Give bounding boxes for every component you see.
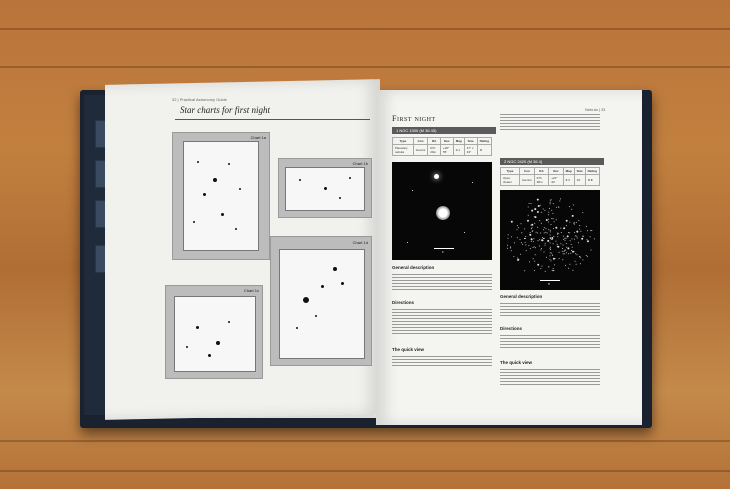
cluster-star: [537, 227, 538, 228]
cluster-star: [542, 237, 543, 238]
cluster-star: [531, 238, 533, 240]
cluster-star: [524, 238, 525, 239]
cluster-star: [551, 253, 552, 254]
cluster-star: [549, 259, 550, 260]
cluster-star: [581, 238, 583, 240]
cluster-star: [545, 243, 546, 244]
nebula-photo: 1': [392, 162, 492, 260]
cluster-star: [533, 247, 534, 248]
cluster-star: [572, 247, 573, 248]
cluster-star: [518, 227, 519, 228]
cluster-star: [510, 248, 511, 249]
cluster-star: [590, 230, 591, 231]
left-running-head: 32 | Practical Astronomy Guide: [172, 97, 227, 102]
cluster-star: [525, 238, 526, 239]
cluster-star: [553, 243, 554, 244]
cluster-star: [550, 203, 551, 204]
cluster-star: [551, 224, 552, 225]
cluster-star: [531, 241, 532, 242]
cluster-star: [565, 250, 566, 251]
cluster-star: [559, 258, 560, 259]
cluster-star: [531, 210, 533, 212]
cluster-star: [553, 218, 554, 219]
cluster-star: [533, 238, 534, 239]
cluster-star: [546, 257, 547, 258]
cluster-star: [573, 205, 574, 206]
cluster-star: [579, 225, 580, 226]
cluster-star: [530, 248, 531, 249]
cluster-star: [564, 250, 565, 251]
cluster-star: [564, 238, 565, 239]
cluster-star: [560, 198, 561, 199]
cluster-star: [554, 221, 555, 222]
cluster-star: [535, 216, 537, 218]
cluster-star: [561, 232, 562, 233]
cluster-star: [514, 242, 515, 243]
cluster-star: [537, 233, 538, 234]
cluster-star: [537, 199, 539, 201]
cluster-star: [574, 232, 575, 233]
cluster-star: [550, 200, 551, 201]
cluster-star: [587, 230, 588, 231]
cluster-star: [566, 238, 567, 239]
cluster-star: [546, 228, 547, 229]
cluster-star: [591, 250, 592, 251]
cluster-star: [580, 263, 581, 264]
cluster-star: [547, 240, 549, 242]
description-heading: General description: [392, 265, 435, 270]
star-chart: Chart 1b: [278, 158, 372, 218]
cluster-star: [576, 222, 577, 223]
cluster-star: [560, 228, 561, 229]
cluster-star: [550, 249, 551, 250]
cluster-star: [571, 244, 572, 245]
cluster-star: [545, 245, 546, 246]
cluster-star: [521, 242, 522, 243]
cluster-star: [541, 223, 542, 224]
cluster-star: [557, 244, 558, 245]
cluster-star: [528, 215, 529, 216]
cluster-star: [545, 271, 546, 272]
cluster-star: [534, 216, 535, 217]
cluster-star: [527, 220, 529, 222]
cluster-star: [551, 260, 552, 261]
section-title: First night: [392, 114, 436, 123]
cluster-star: [550, 202, 551, 203]
cluster-star: [551, 239, 552, 240]
right-running-head: Nebula | 33: [585, 107, 606, 112]
cluster-star: [565, 240, 566, 241]
cluster-star: [542, 266, 543, 267]
cluster-star: [578, 220, 579, 221]
cluster-star: [524, 270, 525, 271]
cluster-star: [544, 227, 545, 228]
cluster-star: [556, 241, 557, 242]
cluster-star: [508, 238, 509, 239]
cluster-star: [553, 236, 554, 237]
cluster-star: [583, 236, 584, 237]
cluster-star: [556, 227, 557, 228]
cluster-star: [568, 253, 569, 254]
cluster-star: [590, 236, 591, 237]
cluster-star: [526, 250, 527, 251]
cluster-star: [574, 224, 575, 225]
cluster-star: [553, 258, 555, 260]
cluster-star: [566, 252, 567, 253]
cluster-star: [557, 246, 558, 247]
cluster-star: [566, 220, 568, 222]
cluster-star: [572, 251, 574, 253]
cluster-star: [545, 232, 546, 233]
cluster-star: [532, 227, 533, 228]
cluster-star: [535, 247, 536, 248]
cluster-star: [513, 256, 514, 257]
cluster-star: [559, 252, 560, 253]
cluster-star: [562, 251, 563, 252]
cluster-star: [528, 207, 529, 208]
cluster-star: [548, 266, 549, 267]
cluster-star: [552, 270, 553, 271]
cluster-star: [548, 214, 549, 215]
cluster-star: [524, 228, 525, 229]
cluster-star: [531, 224, 533, 226]
cluster-star: [521, 223, 522, 224]
cluster-star: [525, 244, 526, 245]
cluster-star: [521, 232, 522, 233]
cluster-star: [564, 253, 565, 254]
cluster-star: [517, 229, 518, 230]
cluster-star: [529, 261, 530, 262]
cluster-star: [582, 259, 583, 260]
cluster-star: [569, 206, 570, 207]
cluster-star: [534, 208, 535, 209]
cluster-star: [543, 240, 544, 241]
cluster-star: [544, 252, 545, 253]
cluster-star: [587, 239, 588, 240]
cluster-star: [537, 264, 539, 266]
cluster-star: [569, 232, 570, 233]
cluster-star: [551, 237, 553, 239]
cluster-star: [517, 237, 518, 238]
cluster-star: [556, 207, 557, 208]
cluster-star: [550, 235, 551, 236]
cluster-star: [572, 238, 573, 239]
cluster-star: [550, 243, 551, 244]
cluster-star: [587, 256, 588, 257]
cluster-star: [557, 236, 558, 237]
cluster-star: [553, 228, 554, 229]
directions-heading: Directions: [500, 326, 523, 331]
cluster-star: [558, 207, 559, 208]
cluster-star: [557, 233, 558, 234]
cluster-star: [563, 227, 565, 229]
cluster-star: [540, 233, 541, 234]
directions-heading: Directions: [392, 300, 415, 305]
cluster-star: [565, 265, 566, 266]
cluster-star: [533, 258, 534, 259]
cluster-star: [517, 258, 518, 259]
cluster-star: [544, 238, 545, 239]
cluster-star: [548, 222, 549, 223]
cluster-star: [548, 229, 549, 230]
cluster-photo: 5': [500, 190, 600, 290]
cluster-star: [536, 232, 537, 233]
cluster-star: [587, 240, 589, 242]
paragraph: [392, 307, 492, 336]
cluster-star: [539, 220, 540, 221]
cluster-star: [517, 260, 518, 261]
cluster-star: [543, 238, 544, 239]
description-heading: General description: [500, 294, 543, 299]
cluster-star: [508, 234, 509, 235]
cluster-star: [554, 264, 555, 265]
cluster-star: [528, 245, 529, 246]
cluster-star: [571, 250, 572, 251]
star-chart: Chart 1d: [270, 236, 372, 366]
cluster-star: [531, 228, 532, 229]
cluster-star: [586, 255, 587, 256]
cluster-star: [574, 239, 575, 240]
cluster-star: [553, 268, 554, 269]
cluster-star: [531, 203, 532, 204]
paragraph: [500, 367, 600, 387]
cluster-star: [594, 238, 595, 239]
object-header: 1 NGC 1300 (M 36 45): [392, 127, 496, 134]
cluster-star: [570, 253, 571, 254]
paragraph: [500, 301, 600, 318]
cluster-star: [572, 215, 574, 217]
cluster-star: [578, 242, 579, 243]
cluster-star: [591, 230, 592, 231]
cluster-star: [522, 244, 523, 245]
cluster-star: [550, 248, 551, 249]
cluster-star: [540, 268, 541, 269]
cluster-star: [571, 209, 572, 210]
cluster-stars: [500, 190, 600, 290]
cluster-star: [534, 261, 535, 262]
cluster-star: [562, 259, 563, 260]
cluster-star: [550, 247, 551, 248]
cluster-star: [576, 231, 578, 233]
paragraph: [500, 112, 600, 132]
cluster-star: [557, 234, 558, 235]
cluster-star: [550, 231, 551, 232]
star-chart: Chart 1a: [172, 132, 270, 260]
cluster-star: [566, 225, 567, 226]
cluster-star: [539, 239, 540, 240]
cluster-star: [546, 219, 548, 221]
cluster-star: [507, 245, 508, 246]
cluster-star: [576, 236, 577, 237]
cluster-star: [574, 222, 575, 223]
cluster-star: [579, 256, 580, 257]
cluster-star: [511, 221, 513, 223]
cluster-star: [552, 213, 553, 214]
cluster-star: [537, 211, 539, 213]
cluster-star: [535, 254, 536, 255]
cluster-star: [553, 203, 554, 204]
cluster-star: [559, 201, 560, 202]
paragraph: [392, 354, 492, 368]
cluster-star: [540, 250, 541, 251]
cluster-star: [551, 218, 552, 219]
cluster-star: [543, 229, 544, 230]
cluster-star: [552, 255, 553, 256]
cluster-star: [520, 254, 521, 255]
cluster-star: [586, 226, 587, 227]
title-rule: [175, 119, 370, 120]
cluster-star: [569, 264, 570, 265]
cluster-star: [534, 270, 535, 271]
cluster-star: [544, 232, 545, 233]
star-chart: Chart 1c: [165, 285, 263, 379]
cluster-star: [547, 233, 548, 234]
cluster-star: [549, 208, 550, 209]
cluster-star: [570, 240, 571, 241]
cluster-star: [556, 219, 557, 220]
cluster-star: [548, 212, 549, 213]
cluster-star: [572, 270, 573, 271]
cluster-star: [532, 230, 533, 231]
cluster-star: [530, 232, 531, 233]
cluster-star: [529, 234, 531, 236]
cluster-star: [529, 203, 530, 204]
cluster-star: [575, 235, 576, 236]
cluster-star: [575, 253, 576, 254]
cluster-star: [511, 250, 512, 251]
cluster-star: [540, 205, 541, 206]
cluster-star: [517, 225, 518, 226]
cluster-star: [564, 251, 565, 252]
cluster-star: [550, 255, 551, 256]
cluster-star: [575, 261, 576, 262]
cluster-star: [507, 248, 508, 249]
quick-view-heading: The quick view: [500, 360, 533, 365]
cluster-star: [550, 230, 551, 231]
cluster-star: [551, 210, 552, 211]
cluster-star: [568, 268, 569, 269]
cluster-star: [569, 222, 570, 223]
cluster-star: [520, 239, 521, 240]
cluster-star: [541, 212, 542, 213]
cluster-star: [510, 247, 511, 248]
cluster-star: [563, 239, 564, 240]
cluster-star: [543, 209, 544, 210]
object-table: Type Con RA Dec Mag Size Rating Open cluster Gemini 07h 38m +21° 34' 8.3 10' ★★: [500, 167, 600, 186]
cluster-star: [580, 231, 581, 232]
cluster-star: [550, 252, 551, 253]
cluster-star: [541, 248, 542, 249]
cluster-star: [534, 246, 535, 247]
cluster-star: [567, 247, 569, 249]
cluster-star: [533, 241, 534, 242]
cluster-star: [568, 232, 569, 233]
cluster-star: [567, 235, 569, 237]
cluster-star: [550, 237, 551, 238]
cluster-star: [511, 236, 512, 237]
cluster-star: [562, 248, 563, 249]
cluster-star: [553, 270, 554, 271]
cluster-star: [558, 233, 559, 234]
cluster-star: [580, 257, 581, 258]
cluster-star: [563, 236, 564, 237]
cluster-star: [582, 212, 583, 213]
cluster-star: [560, 243, 561, 244]
page-title: Star charts for first night: [180, 105, 271, 115]
cluster-star: [548, 219, 549, 220]
object-header: 2 NGC 2420 (M 36 4): [500, 158, 604, 165]
cluster-star: [525, 236, 526, 237]
cluster-star: [579, 229, 580, 230]
cluster-star: [538, 205, 540, 207]
cluster-star: [539, 246, 540, 247]
quick-view-heading: The quick view: [392, 347, 425, 352]
paragraph: [500, 333, 600, 350]
cluster-star: [563, 253, 564, 254]
cluster-star: [566, 247, 567, 248]
cluster-star: [577, 238, 578, 239]
paragraph: [392, 272, 492, 292]
cluster-star: [534, 223, 535, 224]
cluster-star: [538, 240, 539, 241]
cluster-star: [576, 264, 577, 265]
cluster-star: [525, 242, 526, 243]
cluster-star: [544, 210, 545, 211]
cluster-star: [566, 243, 567, 244]
cluster-star: [563, 245, 564, 246]
object-table: Type Con RA Dec Mag Size Rating Planetary nebula Gemini 07h 29m +20° 55' 9.1 47" x 43" ★: [392, 137, 492, 156]
cluster-star: [577, 254, 578, 255]
